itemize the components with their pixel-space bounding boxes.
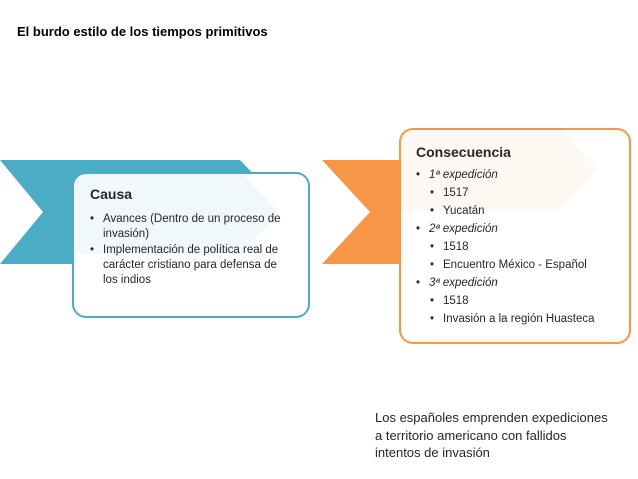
expedition-label: • 3ª expedición — [416, 276, 619, 291]
causa-heading: Causa — [90, 186, 133, 202]
causa-item: • Avances (Dentro de un proceso de invasión) — [90, 212, 294, 242]
slide-title: El burdo estilo de los tiempos primitivos — [17, 24, 268, 39]
expedition-detail: • Invasión a la región Huasteca — [430, 312, 619, 327]
causa-list — [90, 212, 294, 288]
expedition-label: • 1ª expedición — [416, 168, 619, 183]
expedition-detail: • 1518 — [430, 294, 619, 309]
expedition-detail: • Yucatán — [430, 204, 619, 219]
expedition-detail: • 1517 — [430, 186, 619, 201]
consecuencia-card — [399, 128, 631, 344]
consecuencia-heading: Consecuencia — [416, 144, 511, 160]
summary-note: Los españoles emprenden expediciones a territorio americano con fallidos intentos de invasión — [375, 410, 608, 460]
expedition-label: • 2ª expedición — [416, 222, 619, 237]
expedition-detail: • 1518 — [430, 240, 619, 255]
causa-card — [72, 172, 310, 318]
causa-item: • Implementación de política real de carácter cristiano para defensa de los indios — [90, 243, 294, 288]
consecuencia-list — [416, 168, 619, 327]
expedition-detail: • Encuentro México - Español — [430, 258, 619, 273]
